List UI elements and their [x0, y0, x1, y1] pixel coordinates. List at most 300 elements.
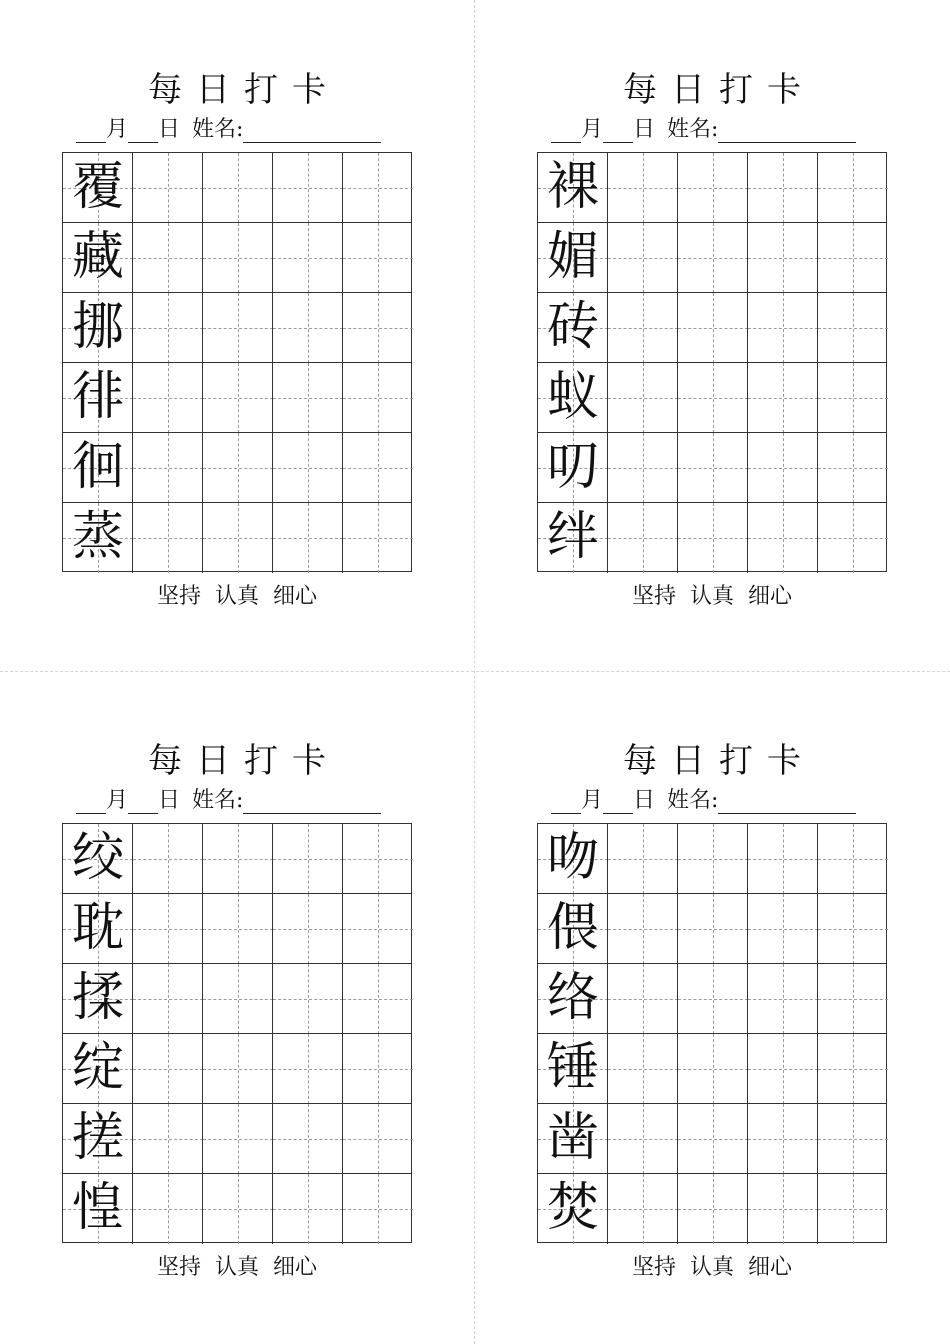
cell-guide-horizontal — [748, 328, 818, 329]
practice-cell[interactable] — [272, 503, 342, 573]
model-character-cell — [538, 1034, 608, 1104]
date-name-line — [76, 788, 412, 814]
day-blank[interactable] — [603, 791, 633, 814]
practice-cell[interactable] — [132, 223, 202, 293]
practice-cell[interactable] — [342, 153, 412, 223]
row-divider — [63, 502, 411, 503]
practice-cell[interactable] — [747, 433, 817, 503]
grid-row — [63, 1104, 411, 1174]
writing-grid — [62, 823, 412, 1243]
model-character: 挪 — [71, 297, 124, 357]
practice-cell[interactable] — [607, 433, 677, 503]
model-character-cell — [538, 223, 608, 293]
cell-guide-horizontal — [608, 538, 678, 539]
practice-cell[interactable] — [132, 894, 202, 964]
practice-cell[interactable] — [272, 1104, 342, 1174]
writing-grid — [537, 152, 887, 572]
model-character: 绞 — [71, 828, 124, 888]
name-blank[interactable] — [718, 791, 856, 814]
month-label: 月 — [106, 117, 129, 142]
cell-guide-horizontal — [818, 468, 888, 469]
practice-cell[interactable] — [607, 824, 677, 894]
row-divider — [538, 432, 886, 433]
model-character-cell — [63, 964, 133, 1034]
practice-cell[interactable] — [817, 153, 887, 223]
cell-guide-horizontal — [343, 538, 413, 539]
practice-cell[interactable] — [202, 1104, 272, 1174]
practice-cell[interactable] — [132, 293, 202, 363]
card-motto: 坚持 认真 细心 — [157, 1255, 317, 1280]
grid-row — [63, 503, 411, 573]
cell-guide-horizontal — [748, 258, 818, 259]
practice-cell[interactable] — [202, 894, 272, 964]
model-character-cell — [538, 503, 608, 573]
cell-guide-horizontal — [678, 188, 748, 189]
model-character-cell — [63, 1034, 133, 1104]
practice-cell[interactable] — [607, 363, 677, 433]
practice-cell[interactable] — [607, 964, 677, 1034]
day-label: 日 — [633, 788, 656, 813]
model-character-cell — [538, 894, 608, 964]
cell-guide-horizontal — [343, 398, 413, 399]
date-name-line — [551, 117, 887, 143]
cell-guide-horizontal — [818, 538, 888, 539]
practice-cell[interactable] — [817, 1034, 887, 1104]
grid-row — [63, 1034, 411, 1104]
cell-guide-horizontal — [608, 188, 678, 189]
practice-cell[interactable] — [747, 503, 817, 573]
row-divider — [538, 1173, 886, 1174]
model-character-cell — [63, 503, 133, 573]
month-blank[interactable] — [551, 791, 581, 814]
practice-cell[interactable] — [607, 1174, 677, 1244]
practice-cell[interactable] — [342, 293, 412, 363]
vertical-cut-line — [474, 0, 475, 1344]
cell-guide-horizontal — [133, 468, 203, 469]
practice-cell[interactable] — [677, 433, 747, 503]
cell-guide-horizontal — [203, 468, 273, 469]
practice-cell[interactable] — [817, 1174, 887, 1244]
cell-guide-horizontal — [343, 468, 413, 469]
practice-cell[interactable] — [342, 223, 412, 293]
model-character: 揉 — [71, 968, 124, 1028]
grid-row — [538, 223, 886, 293]
name-label: 姓名: — [192, 788, 244, 813]
practice-cell[interactable] — [132, 363, 202, 433]
month-label: 月 — [106, 788, 129, 813]
practice-cell[interactable] — [747, 964, 817, 1034]
cell-guide-horizontal — [608, 1209, 678, 1210]
practice-cell[interactable] — [677, 223, 747, 293]
cell-guide-horizontal — [678, 929, 748, 930]
practice-cell[interactable] — [342, 824, 412, 894]
model-character-cell — [63, 153, 133, 223]
practice-cell[interactable] — [677, 153, 747, 223]
cell-guide-horizontal — [748, 188, 818, 189]
model-character: 砖 — [546, 297, 599, 357]
practice-cell[interactable] — [817, 223, 887, 293]
cell-guide-horizontal — [343, 1209, 413, 1210]
cell-guide-horizontal — [273, 538, 343, 539]
cell-guide-horizontal — [678, 1069, 748, 1070]
cell-guide-horizontal — [343, 999, 413, 1000]
grid-row — [63, 363, 411, 433]
model-character-cell — [63, 363, 133, 433]
practice-cell[interactable] — [272, 363, 342, 433]
month-blank[interactable] — [551, 120, 581, 143]
cell-guide-horizontal — [203, 538, 273, 539]
practice-cell[interactable] — [747, 824, 817, 894]
writing-grid — [537, 823, 887, 1243]
month-blank[interactable] — [76, 120, 106, 143]
day-blank[interactable] — [128, 791, 158, 814]
practice-cell[interactable] — [817, 964, 887, 1034]
cell-guide-horizontal — [203, 1209, 273, 1210]
cell-guide-horizontal — [133, 258, 203, 259]
grid-row — [63, 293, 411, 363]
cell-guide-horizontal — [133, 999, 203, 1000]
practice-card-1 — [62, 0, 412, 609]
practice-cell[interactable] — [607, 503, 677, 573]
cell-guide-horizontal — [678, 1139, 748, 1140]
practice-cell[interactable] — [202, 1174, 272, 1244]
cell-guide-horizontal — [748, 929, 818, 930]
row-divider — [63, 1173, 411, 1174]
model-character: 凿 — [546, 1108, 599, 1168]
name-label: 姓名: — [667, 117, 719, 142]
cell-guide-horizontal — [203, 1069, 273, 1070]
grid-row — [538, 1174, 886, 1244]
model-character: 络 — [546, 968, 599, 1028]
practice-cell[interactable] — [747, 1174, 817, 1244]
practice-cell[interactable] — [677, 293, 747, 363]
practice-card-4 — [537, 671, 887, 1280]
practice-cell[interactable] — [747, 293, 817, 363]
practice-cell[interactable] — [747, 894, 817, 964]
practice-cell[interactable] — [272, 894, 342, 964]
model-character: 耽 — [71, 898, 124, 958]
cell-guide-horizontal — [273, 1209, 343, 1210]
date-name-line — [76, 117, 412, 143]
practice-cell[interactable] — [132, 1034, 202, 1104]
grid-row — [63, 894, 411, 964]
practice-cell[interactable] — [817, 894, 887, 964]
cell-guide-horizontal — [608, 999, 678, 1000]
cell-guide-horizontal — [678, 258, 748, 259]
model-character: 锤 — [546, 1038, 599, 1098]
practice-cell[interactable] — [272, 824, 342, 894]
cell-guide-horizontal — [608, 1069, 678, 1070]
cell-guide-horizontal — [748, 999, 818, 1000]
row-divider — [538, 502, 886, 503]
model-character: 吻 — [546, 828, 599, 888]
grid-row — [538, 153, 886, 223]
practice-cell[interactable] — [817, 433, 887, 503]
writing-grid — [62, 152, 412, 572]
cell-guide-horizontal — [203, 328, 273, 329]
cell-guide-horizontal — [818, 929, 888, 930]
practice-cell[interactable] — [817, 1104, 887, 1174]
cell-guide-horizontal — [343, 258, 413, 259]
grid-row — [538, 363, 886, 433]
row-divider — [63, 432, 411, 433]
model-character: 媚 — [546, 227, 599, 287]
row-divider — [63, 1103, 411, 1104]
cell-guide-horizontal — [133, 538, 203, 539]
practice-cell[interactable] — [607, 153, 677, 223]
cell-guide-horizontal — [133, 1209, 203, 1210]
practice-cell[interactable] — [202, 153, 272, 223]
cell-guide-horizontal — [273, 188, 343, 189]
practice-cell[interactable] — [677, 1034, 747, 1104]
cell-guide-horizontal — [678, 859, 748, 860]
cell-guide-horizontal — [273, 328, 343, 329]
row-divider — [63, 1033, 411, 1034]
practice-cell[interactable] — [272, 1174, 342, 1244]
practice-cell[interactable] — [747, 1034, 817, 1104]
cell-guide-horizontal — [273, 468, 343, 469]
month-label: 月 — [581, 788, 604, 813]
cell-guide-horizontal — [608, 929, 678, 930]
date-name-line — [551, 788, 887, 814]
grid-row — [63, 964, 411, 1034]
grid-row — [538, 824, 886, 894]
practice-cell[interactable] — [202, 223, 272, 293]
practice-cell[interactable] — [272, 433, 342, 503]
practice-cell[interactable] — [272, 153, 342, 223]
model-character: 绊 — [546, 507, 599, 567]
model-character-cell — [538, 153, 608, 223]
row-divider — [538, 963, 886, 964]
practice-cell[interactable] — [607, 223, 677, 293]
grid-row — [63, 223, 411, 293]
practice-cell[interactable] — [272, 1034, 342, 1104]
cell-guide-horizontal — [678, 538, 748, 539]
practice-cell[interactable] — [132, 153, 202, 223]
practice-cell[interactable] — [272, 293, 342, 363]
cell-guide-horizontal — [133, 859, 203, 860]
cell-guide-horizontal — [678, 1209, 748, 1210]
grid-row — [538, 1104, 886, 1174]
practice-cell[interactable] — [202, 433, 272, 503]
model-character-cell — [538, 964, 608, 1034]
cell-guide-horizontal — [203, 398, 273, 399]
model-character: 徘 — [71, 367, 124, 427]
practice-cell[interactable] — [202, 503, 272, 573]
day-blank[interactable] — [128, 120, 158, 143]
practice-cell[interactable] — [607, 1104, 677, 1174]
name-blank[interactable] — [243, 120, 381, 143]
day-label: 日 — [633, 117, 656, 142]
practice-cell[interactable] — [132, 1174, 202, 1244]
day-label: 日 — [158, 117, 181, 142]
cell-guide-horizontal — [748, 1069, 818, 1070]
cell-guide-horizontal — [678, 328, 748, 329]
practice-cell[interactable] — [132, 824, 202, 894]
practice-cell[interactable] — [342, 363, 412, 433]
cell-guide-horizontal — [343, 929, 413, 930]
practice-cell[interactable] — [747, 363, 817, 433]
cell-guide-horizontal — [343, 859, 413, 860]
practice-card-2 — [537, 0, 887, 609]
practice-cell[interactable] — [747, 223, 817, 293]
practice-cell[interactable] — [132, 433, 202, 503]
model-character-cell — [538, 293, 608, 363]
row-divider — [63, 362, 411, 363]
practice-cell[interactable] — [342, 1104, 412, 1174]
grid-row — [63, 433, 411, 503]
cell-guide-horizontal — [748, 859, 818, 860]
practice-cell[interactable] — [677, 964, 747, 1034]
cell-guide-horizontal — [273, 258, 343, 259]
cell-guide-horizontal — [203, 258, 273, 259]
practice-cell[interactable] — [607, 293, 677, 363]
grid-row — [538, 433, 886, 503]
grid-row — [63, 153, 411, 223]
cell-guide-horizontal — [818, 859, 888, 860]
grid-row — [63, 1174, 411, 1244]
card-title: 每日打卡 — [623, 741, 815, 781]
cell-guide-horizontal — [203, 999, 273, 1000]
practice-cell[interactable] — [607, 1034, 677, 1104]
practice-cell[interactable] — [677, 1104, 747, 1174]
cell-guide-horizontal — [608, 468, 678, 469]
cell-guide-horizontal — [203, 929, 273, 930]
practice-cell[interactable] — [342, 1174, 412, 1244]
practice-cell[interactable] — [817, 363, 887, 433]
month-blank[interactable] — [76, 791, 106, 814]
grid-row — [63, 824, 411, 894]
cell-guide-horizontal — [818, 1069, 888, 1070]
grid-row — [538, 1034, 886, 1104]
cell-guide-horizontal — [818, 1139, 888, 1140]
cell-guide-horizontal — [608, 398, 678, 399]
row-divider — [63, 963, 411, 964]
name-blank[interactable] — [718, 120, 856, 143]
cell-guide-horizontal — [678, 468, 748, 469]
model-character: 绽 — [71, 1038, 124, 1098]
practice-cell[interactable] — [677, 824, 747, 894]
model-character-cell — [63, 293, 133, 363]
practice-cell[interactable] — [747, 153, 817, 223]
cell-guide-horizontal — [678, 999, 748, 1000]
model-character: 叨 — [546, 437, 599, 497]
row-divider — [538, 222, 886, 223]
practice-cell[interactable] — [607, 894, 677, 964]
card-motto: 坚持 认真 细心 — [632, 584, 792, 609]
practice-cell[interactable] — [817, 824, 887, 894]
grid-row — [538, 964, 886, 1034]
cell-guide-horizontal — [608, 859, 678, 860]
card-title: 每日打卡 — [148, 70, 340, 110]
cell-guide-horizontal — [203, 1139, 273, 1140]
cell-guide-horizontal — [273, 999, 343, 1000]
practice-cell[interactable] — [677, 363, 747, 433]
grid-row — [538, 503, 886, 573]
row-divider — [538, 1033, 886, 1034]
cell-guide-horizontal — [343, 328, 413, 329]
name-blank[interactable] — [243, 791, 381, 814]
grid-row — [538, 894, 886, 964]
practice-cell[interactable] — [677, 894, 747, 964]
cell-guide-horizontal — [203, 188, 273, 189]
cell-guide-horizontal — [273, 929, 343, 930]
model-character-cell — [538, 363, 608, 433]
cell-guide-horizontal — [273, 1069, 343, 1070]
practice-cell[interactable] — [817, 293, 887, 363]
cell-guide-horizontal — [818, 328, 888, 329]
practice-cell[interactable] — [272, 223, 342, 293]
model-character-cell — [63, 894, 133, 964]
practice-cell[interactable] — [132, 964, 202, 1034]
model-character: 裸 — [546, 157, 599, 217]
day-blank[interactable] — [603, 120, 633, 143]
practice-cell[interactable] — [202, 363, 272, 433]
practice-cell[interactable] — [342, 1034, 412, 1104]
model-character: 搓 — [71, 1108, 124, 1168]
cell-guide-horizontal — [133, 929, 203, 930]
practice-cell[interactable] — [342, 503, 412, 573]
practice-cell[interactable] — [817, 503, 887, 573]
cell-guide-horizontal — [748, 398, 818, 399]
name-label: 姓名: — [667, 788, 719, 813]
model-character: 徊 — [71, 437, 124, 497]
month-label: 月 — [581, 117, 604, 142]
row-divider — [63, 893, 411, 894]
model-character-cell — [63, 433, 133, 503]
name-label: 姓名: — [192, 117, 244, 142]
cell-guide-horizontal — [748, 1139, 818, 1140]
model-character-cell — [63, 1174, 133, 1244]
cell-guide-horizontal — [818, 1209, 888, 1210]
cell-guide-horizontal — [133, 398, 203, 399]
practice-cell[interactable] — [342, 433, 412, 503]
cell-guide-horizontal — [748, 468, 818, 469]
cell-guide-horizontal — [818, 188, 888, 189]
cell-guide-horizontal — [203, 859, 273, 860]
model-character: 覆 — [71, 157, 124, 217]
practice-cell[interactable] — [677, 503, 747, 573]
practice-cell[interactable] — [272, 964, 342, 1034]
practice-cell[interactable] — [677, 1174, 747, 1244]
model-character-cell — [63, 1104, 133, 1174]
cell-guide-horizontal — [818, 258, 888, 259]
model-character: 蒸 — [71, 507, 124, 567]
practice-cell[interactable] — [202, 1034, 272, 1104]
cell-guide-horizontal — [748, 1209, 818, 1210]
cell-guide-horizontal — [343, 188, 413, 189]
practice-cell[interactable] — [202, 824, 272, 894]
day-label: 日 — [158, 788, 181, 813]
cell-guide-horizontal — [748, 538, 818, 539]
practice-cell[interactable] — [342, 964, 412, 1034]
cell-guide-horizontal — [678, 398, 748, 399]
cell-guide-horizontal — [133, 328, 203, 329]
model-character-cell — [538, 824, 608, 894]
practice-cell[interactable] — [747, 1104, 817, 1174]
model-character-cell — [538, 433, 608, 503]
practice-cell[interactable] — [202, 964, 272, 1034]
card-title: 每日打卡 — [148, 741, 340, 781]
cell-guide-horizontal — [608, 1139, 678, 1140]
practice-cell[interactable] — [202, 293, 272, 363]
practice-cell[interactable] — [132, 503, 202, 573]
practice-cell[interactable] — [342, 894, 412, 964]
model-character-cell — [63, 824, 133, 894]
grid-row — [538, 293, 886, 363]
practice-cell[interactable] — [132, 1104, 202, 1174]
row-divider — [538, 893, 886, 894]
